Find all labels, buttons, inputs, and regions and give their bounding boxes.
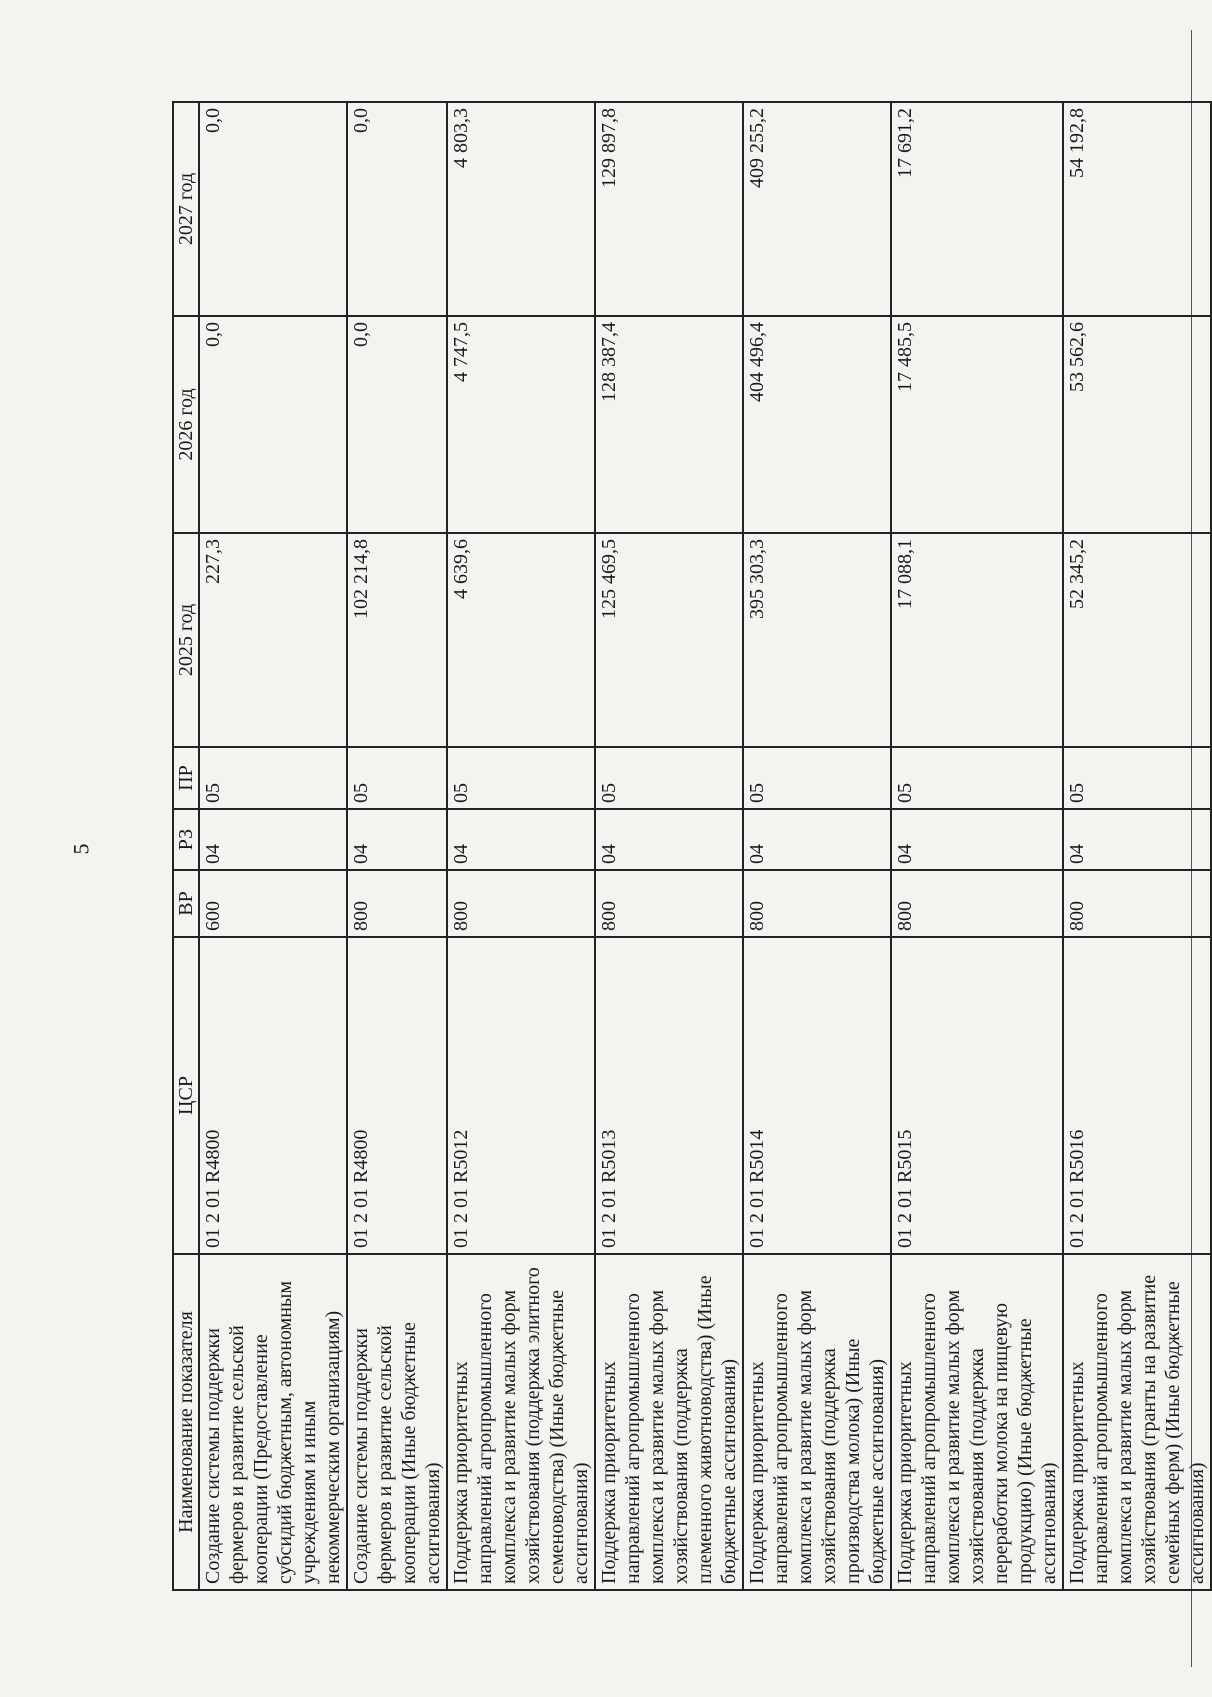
header-vr: ВР <box>173 870 199 937</box>
cell-2025: 395 303,3 <box>743 533 891 747</box>
cell-csr: 01 2 01 R4800 <box>347 937 447 1254</box>
cell-pr: 05 <box>891 747 1063 809</box>
cell-2026: 0,0 <box>347 316 447 533</box>
cell-2026: 17 485,5 <box>891 316 1063 533</box>
header-2025: 2025 год <box>173 533 199 747</box>
cell-2027: 129 897,8 <box>595 102 743 316</box>
table-container <box>172 103 1208 1591</box>
cell-2025: 102 214,8 <box>347 533 447 747</box>
table-row <box>595 102 743 1590</box>
cell-2027: 409 255,2 <box>743 102 891 316</box>
cell-2026: 4 747,5 <box>447 316 595 533</box>
table-row <box>743 102 891 1590</box>
header-2026: 2026 год <box>173 316 199 533</box>
cell-csr: 01 2 01 R5012 <box>447 937 595 1254</box>
cell-2025: 125 469,5 <box>595 533 743 747</box>
table-row <box>447 102 595 1590</box>
cell-pr: 05 <box>743 747 891 809</box>
cell-2027: 4 803,3 <box>447 102 595 316</box>
cell-vr: 800 <box>595 870 743 937</box>
cell-pr: 05 <box>199 747 347 809</box>
cell-vr: 800 <box>743 870 891 937</box>
cell-2025: 4 639,6 <box>447 533 595 747</box>
cell-name: Поддержка приоритетных направлений агропромышленного комплекса и развитие малых форм хозяйствования (поддержка племенного животноводства) (Иные бюджетные ассигнования) <box>595 1254 743 1590</box>
cell-pr: 05 <box>1063 747 1211 809</box>
cell-pr: 05 <box>595 747 743 809</box>
cell-name: Создание системы поддержки фермеров и развитие сельской кооперации (Иные бюджетные ассигнования) <box>347 1254 447 1590</box>
table-row <box>1063 102 1211 1590</box>
cell-rz: 04 <box>447 809 595 870</box>
cell-vr: 800 <box>1063 870 1211 937</box>
cell-2026: 404 496,4 <box>743 316 891 533</box>
header-csr: ЦСР <box>173 937 199 1254</box>
cell-vr: 800 <box>347 870 447 937</box>
cell-name: Создание системы поддержки фермеров и развитие сельской кооперации (Предоставление субсидий бюджетным, автономным учреждениям и иным некоммерческим организациям) <box>199 1254 347 1590</box>
header-pr: ПР <box>173 747 199 809</box>
cell-csr: 01 2 01 R5014 <box>743 937 891 1254</box>
cell-vr: 600 <box>199 870 347 937</box>
cell-2025: 17 088,1 <box>891 533 1063 747</box>
header-rz: РЗ <box>173 809 199 870</box>
cell-csr: 01 2 01 R5015 <box>891 937 1063 1254</box>
cell-csr: 01 2 01 R5013 <box>595 937 743 1254</box>
cell-2025: 227,3 <box>199 533 347 747</box>
table-row <box>347 102 447 1590</box>
cell-name: Поддержка приоритетных направлений агропромышленного комплекса и развитие малых форм хозяйствования (поддержка производства молока) (Иные бюджетные ассигнования) <box>743 1254 891 1590</box>
cell-csr: 01 2 01 R4800 <box>199 937 347 1254</box>
cell-2026: 53 562,6 <box>1063 316 1211 533</box>
cell-rz: 04 <box>891 809 1063 870</box>
header-2027: 2027 год <box>173 102 199 316</box>
cell-2025: 52 345,2 <box>1063 533 1211 747</box>
cell-2027: 54 192,8 <box>1063 102 1211 316</box>
table-header-row <box>173 102 199 1590</box>
cell-vr: 800 <box>891 870 1063 937</box>
budget-table <box>172 101 1212 1591</box>
header-name: Наименование показателя <box>173 1254 199 1590</box>
cell-vr: 800 <box>447 870 595 937</box>
cell-2027: 0,0 <box>347 102 447 316</box>
cell-name: Поддержка приоритетных направлений агропромышленного комплекса и развитие малых форм хозяйствования (поддержка элитного семеноводства) (Иные бюджетные ассигнования) <box>447 1254 595 1590</box>
cell-csr: 01 2 01 R5016 <box>1063 937 1211 1254</box>
cell-rz: 04 <box>743 809 891 870</box>
cell-rz: 04 <box>595 809 743 870</box>
table-row <box>199 102 347 1590</box>
cell-pr: 05 <box>447 747 595 809</box>
cell-rz: 04 <box>347 809 447 870</box>
cell-rz: 04 <box>1063 809 1211 870</box>
page-number: 5 <box>68 843 94 855</box>
cell-name: Поддержка приоритетных направлений агропромышленного комплекса и развитие малых форм хозяйствования (гранты на развитие семейных ферм) (Иные бюджетные ассигнования) <box>1063 1254 1211 1590</box>
cell-2026: 128 387,4 <box>595 316 743 533</box>
cell-rz: 04 <box>199 809 347 870</box>
table-row <box>891 102 1063 1590</box>
cell-pr: 05 <box>347 747 447 809</box>
cell-2026: 0,0 <box>199 316 347 533</box>
cell-2027: 17 691,2 <box>891 102 1063 316</box>
cell-name: Поддержка приоритетных направлений агропромышленного комплекса и развитие малых форм хозяйствования (поддержка переработки молока на пищевую продукцию) (Иные бюджетные ассигнования) <box>891 1254 1063 1590</box>
cell-2027: 0,0 <box>199 102 347 316</box>
